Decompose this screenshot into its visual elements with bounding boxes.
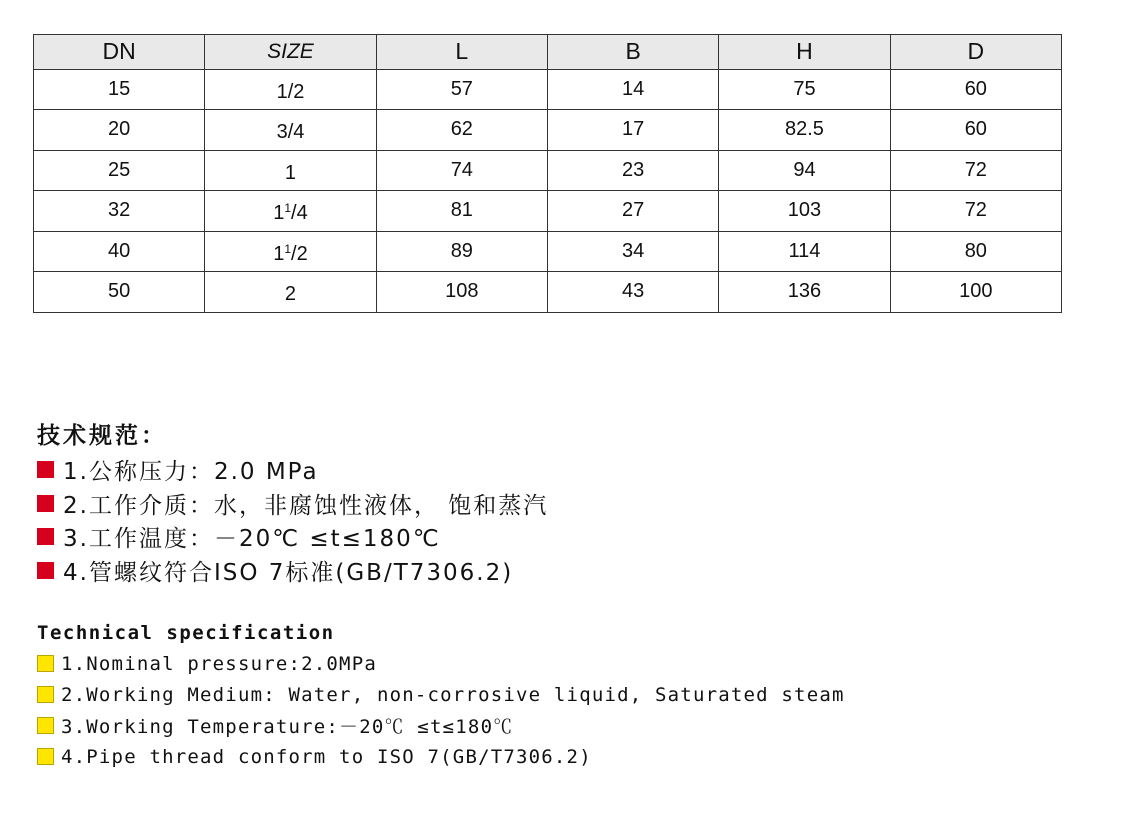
cell-b: 34 [547, 231, 718, 272]
cell-h: 114 [719, 231, 890, 272]
spec-en-item [37, 741, 1107, 772]
cell-l: 81 [376, 191, 547, 232]
cell-h: 103 [719, 191, 890, 232]
cell-b: 43 [547, 272, 718, 313]
spec-cn-section [37, 420, 1097, 587]
cell-l: 108 [376, 272, 547, 313]
yellow-square-icon [37, 686, 54, 703]
dimension-table [33, 34, 1062, 313]
cell-dn: 25 [34, 150, 205, 191]
cell-b: 23 [547, 150, 718, 191]
spec-cn-title: 技术规范： [37, 423, 167, 449]
size-denominator: /4 [291, 202, 308, 225]
cell-b: 27 [547, 191, 718, 232]
header-size: SIZE [205, 35, 376, 70]
cell-b: 17 [547, 110, 718, 151]
cell-size [205, 69, 376, 110]
size-whole: 2 [284, 283, 297, 306]
spec-cn-item-text: 1.公称压力：2.0 MPa [63, 459, 319, 486]
cell-d: 72 [890, 191, 1061, 232]
table-header-row [34, 35, 1062, 70]
spec-cn-item-text: 3.工作温度：－20℃ ≤t≤180℃ [63, 526, 441, 553]
size-fraction [284, 202, 307, 224]
cell-size [205, 110, 376, 151]
table-row [34, 110, 1062, 151]
cell-size [205, 191, 376, 232]
cell-d: 72 [890, 150, 1061, 191]
cell-size [205, 150, 376, 191]
cell-h: 94 [719, 150, 890, 191]
cell-b: 14 [547, 69, 718, 110]
spec-cn-item-text: 2.工作介质：水，非腐蚀性液体， 饱和蒸汽 [63, 492, 549, 519]
size-numerator: 1 [284, 201, 292, 216]
spec-cn-item-text: 4.管螺纹符合ISO 7标准(GB/T7306.2) [63, 559, 514, 586]
cell-l: 74 [376, 150, 547, 191]
cell-dn: 20 [34, 110, 205, 151]
size-numerator: 1 [284, 241, 292, 256]
spec-cn-item [37, 554, 1097, 588]
yellow-square-icon [37, 748, 54, 765]
cell-l: 62 [376, 110, 547, 151]
spec-cn-item [37, 453, 1097, 487]
spec-en-item-text: 2.Working Medium: Water, non-corrosive liquid, Saturated steam [61, 683, 845, 706]
cell-d: 80 [890, 231, 1061, 272]
cell-l: 57 [376, 69, 547, 110]
cell-h: 136 [719, 272, 890, 313]
spec-en-item-text: 3.Working Temperature:－20℃ ≤t≤180℃ [61, 716, 514, 738]
cell-dn: 15 [34, 69, 205, 110]
spec-en-item [37, 710, 1107, 741]
spec-en-item-text: 1.Nominal pressure:2.0MPa [61, 652, 377, 675]
spec-en-item-text: 4.Pipe thread conform to ISO 7(GB/T7306.2) [61, 745, 592, 768]
size-denominator: /2 [291, 242, 308, 265]
cell-h: 75 [719, 69, 890, 110]
cell-l: 89 [376, 231, 547, 272]
yellow-square-icon [37, 717, 54, 734]
cell-size [205, 231, 376, 272]
spec-en-item [37, 648, 1107, 679]
red-square-icon [37, 562, 54, 579]
yellow-square-icon [37, 655, 54, 672]
cell-dn: 50 [34, 272, 205, 313]
spec-en-item [37, 679, 1107, 710]
table-row [34, 150, 1062, 191]
size-whole: 1 [284, 161, 297, 184]
red-square-icon [37, 495, 54, 512]
size-whole: 1 [273, 242, 285, 265]
cell-d: 60 [890, 110, 1061, 151]
size-fraction: 1/2 [276, 80, 305, 103]
cell-dn: 40 [34, 231, 205, 272]
header-h: H [719, 35, 890, 70]
spec-cn-item [37, 487, 1097, 521]
table-row [34, 191, 1062, 232]
cell-size [205, 272, 376, 313]
header-d: D [890, 35, 1061, 70]
spec-cn-item [37, 520, 1097, 554]
size-fraction [284, 243, 307, 265]
header-l: L [376, 35, 547, 70]
size-whole: 1 [273, 202, 285, 225]
header-dn: DN [34, 35, 205, 70]
spec-en-title: Technical specification [37, 622, 335, 644]
table-row [34, 272, 1062, 313]
size-fraction: 3/4 [276, 121, 305, 144]
red-square-icon [37, 461, 54, 478]
table-row [34, 231, 1062, 272]
red-square-icon [37, 528, 54, 545]
cell-d: 60 [890, 69, 1061, 110]
cell-d: 100 [890, 272, 1061, 313]
cell-h: 82.5 [719, 110, 890, 151]
cell-dn: 32 [34, 191, 205, 232]
header-b: B [547, 35, 718, 70]
spec-en-section [37, 618, 1107, 772]
table-row [34, 69, 1062, 110]
